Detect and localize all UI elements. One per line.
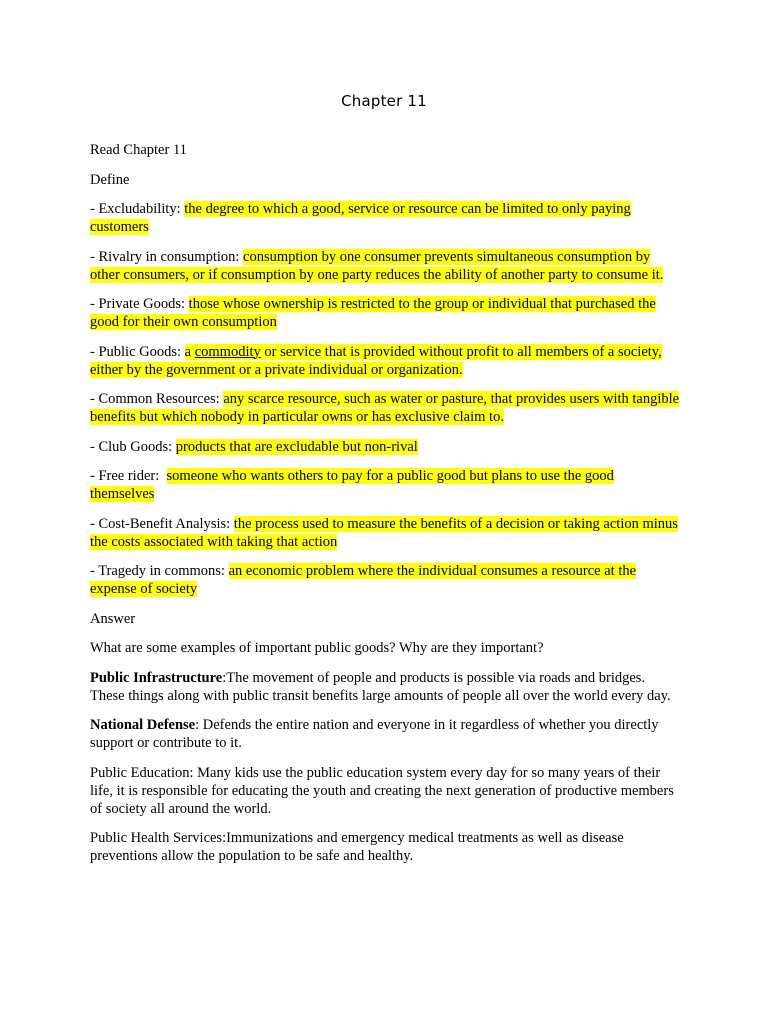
- definition-text: an economic problem where the individual consumes a resource at the expense of society: [90, 563, 637, 597]
- definition-text-start: a: [184, 343, 195, 360]
- answer-label: National Defense: [90, 717, 196, 733]
- definition-cost-benefit: [90, 515, 680, 551]
- definition-term: - Tragedy in commons:: [90, 563, 229, 579]
- define-heading: Define: [90, 171, 130, 188]
- definition-tragedy-commons: [90, 562, 680, 598]
- answer-text: : Defends the entire nation and everyone in it regardless of whether you directly support or contribute to it.: [90, 717, 659, 751]
- definition-text: someone who wants others to pay for a public good but plans to use the good themselves: [90, 468, 614, 502]
- definition-term: - Rivalry in consumption:: [90, 248, 244, 265]
- answer-heading: Answer: [90, 610, 136, 627]
- answer-public-education: Public Education: Many kids use the public education system every day for so many years of their life, it is responsible for educating the youth and creating the next generation of productive members of society all around the world.: [90, 764, 674, 817]
- read-instruction: Read Chapter 11: [90, 142, 187, 158]
- answer-national-defense: [90, 716, 680, 752]
- definition-text: the process used to measure the benefits of a decision or taking action minus the costs associated with taking that action: [90, 515, 678, 550]
- definition-term: - Private Goods:: [90, 296, 189, 312]
- definition-text: products that are excludable but non-rival: [175, 438, 418, 455]
- answer-public-health: Public Health Services:Immunizations and emergency medical treatments as well as disease preventions allow the population to be safe and healthy.: [90, 830, 624, 864]
- definition-text: any scarce resource, such as water or pasture, that provides users with tangible benefits but which nobody in particular owns or has exclusive claim to.: [90, 391, 680, 425]
- commodity-link[interactable]: commodity: [194, 343, 261, 360]
- definition-rivalry: [90, 248, 680, 284]
- definition-common-resources: [90, 390, 680, 426]
- definition-text: consumption by one consumer prevents simultaneous consumption by other consumers, or if consumption by one party reduces the ability of another party to consume it.: [90, 248, 664, 283]
- document-body: [90, 141, 680, 877]
- definition-term: - Club Goods:: [90, 438, 176, 455]
- definition-term: - Cost-Benefit Analysis:: [90, 515, 234, 532]
- answer-text: :The movement of people and products is possible via roads and bridges. These things along with public transit benefits large amounts of people all over the world every day.: [90, 669, 671, 704]
- page-title: Chapter 11: [341, 92, 427, 110]
- definition-text-end: or service that is provided without profit to all members of a society, either by the government or a private individual or organization.: [90, 343, 662, 378]
- definition-term: - Common Resources:: [90, 391, 224, 407]
- definition-term: - Excludability:: [90, 201, 185, 217]
- definition-free-rider: [90, 467, 680, 503]
- definition-excludability: [90, 200, 680, 236]
- definition-text: the degree to which a good, service or resource can be limited to only paying customers: [90, 201, 631, 235]
- definition-public-goods: [90, 343, 680, 379]
- definition-private-goods: [90, 295, 680, 331]
- definition-club-goods: [90, 438, 680, 456]
- question-text: What are some examples of important public goods? Why are they important?: [90, 640, 544, 656]
- answer-label: Public Infrastructure: [90, 669, 223, 686]
- answer-public-infrastructure: [90, 669, 680, 705]
- definition-text: those whose ownership is restricted to the group or individual that purchased the good for their own consumption: [90, 296, 656, 330]
- definition-term: - Free rider:: [90, 468, 167, 484]
- definition-term: - Public Goods:: [90, 343, 185, 360]
